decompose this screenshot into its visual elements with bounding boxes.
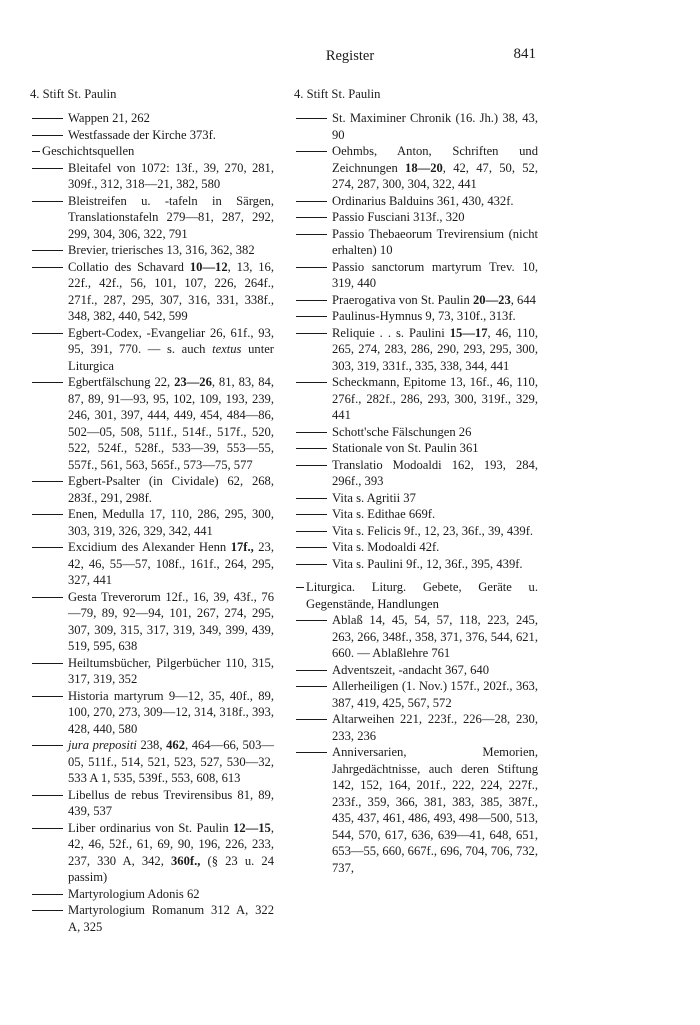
entry-text: Reliquie . . s. Paulini 15—17, 46, 110, 265, 274, 283, 286, 290, 293, 295, 300, 303, 319, 331f., 335, 338, 344, 441: [332, 325, 538, 373]
entry-dash: [32, 547, 63, 548]
entry-dash: [296, 382, 327, 383]
index-entry: [294, 325, 538, 375]
entry-dash: [296, 448, 327, 449]
entry-dash: [296, 670, 327, 671]
entry-dash: [296, 719, 327, 720]
entry-text: Liber ordinarius von St. Paulin 12—15, 42, 46, 52f., 61, 69, 90, 196, 226, 233, 237, 330 A, 342, 360f., (§ 23 u. 24 passim): [68, 820, 274, 884]
right-column: [294, 86, 538, 876]
index-entry: [30, 655, 274, 688]
index-entry: [30, 902, 274, 935]
entry-dash: [296, 564, 327, 565]
entry-dash: [296, 514, 327, 515]
entry-dash: [32, 118, 63, 119]
index-entry: [30, 787, 274, 820]
index-entry: [294, 678, 538, 711]
entry-dash: [32, 135, 63, 136]
entry-dash: [296, 752, 327, 753]
entry-text: Translatio Modoaldi 162, 193, 284, 296f., 393: [332, 457, 538, 488]
entry-text: Bleitafel von 1072: 13f., 39, 270, 281, 309f., 312, 318—21, 382, 580: [68, 160, 274, 191]
entry-dash: [32, 382, 63, 383]
index-entry: [294, 440, 538, 457]
index-entry: [294, 662, 538, 679]
left-column: [30, 86, 274, 935]
index-entry: [294, 744, 538, 876]
entry-text: Paulinus-Hymnus 9, 73, 310f., 313f.: [332, 309, 516, 323]
index-entry: [30, 160, 274, 193]
entry-dash: [32, 663, 63, 664]
entry-dash: [296, 531, 327, 532]
entry-dash: [296, 547, 327, 548]
page-number: 841: [513, 46, 536, 62]
entry-group-gap: [294, 572, 538, 579]
entry-dash: [32, 696, 63, 697]
entry-dash: [296, 118, 327, 119]
entry-dash: [32, 250, 63, 251]
index-entry: [30, 886, 274, 903]
entry-dash: [296, 686, 327, 687]
entry-text: Passio Thebaeorum Trevirensium (nicht erhalten) 10: [332, 226, 538, 257]
entry-dash: [296, 333, 327, 334]
entry-text: Altarweihen 221, 223f., 226—28, 230, 233, 236: [332, 712, 538, 743]
entry-text: Adventszeit, -andacht 367, 640: [332, 662, 490, 677]
entry-dash: [296, 151, 327, 152]
entry-text: Schott'sche Fälschungen 26: [332, 424, 472, 439]
entry-dash: [32, 894, 63, 895]
index-entry: [294, 209, 538, 226]
entry-dash: [296, 587, 304, 588]
entry-dash: [296, 267, 327, 268]
entry-text: Vita s. Paulini 9f., 12, 36f., 395, 439f.: [332, 556, 523, 571]
index-entry: [294, 490, 538, 507]
entry-text: Enen, Medulla 17, 110, 286, 295, 300, 303, 319, 326, 329, 342, 441: [68, 507, 274, 538]
entry-text: Geschichtsquellen: [42, 144, 135, 158]
index-entry: [30, 374, 274, 473]
entry-text: Egbert-Codex, -Evangeliar 26, 61f., 93, 95, 391, 770. — s. auch textus unter Liturgica: [68, 325, 274, 373]
entry-dash: [296, 620, 327, 621]
entry-text: St. Maximiner Chronik (16. Jh.) 38, 43, 90: [332, 111, 538, 142]
entry-text: Scheckmann, Epitome 13, 16f., 46, 110, 276f., 282f., 286, 293, 300, 319f., 329, 441: [332, 375, 538, 422]
entry-text: Libellus de rebus Trevirensibus 81, 89, 439, 537: [68, 787, 274, 818]
entry-text: Vita s. Edithae 669f.: [332, 507, 436, 521]
entry-text: Liturgica. Liturg. Gebete, Geräte u. Gegenstände, Handlungen: [306, 580, 538, 611]
entry-dash: [32, 201, 63, 202]
section-heading: 4. Stift St. Paulin: [30, 87, 117, 101]
entry-text: Westfassade der Kirche 373f.: [68, 127, 216, 142]
entry-dash: [32, 597, 63, 598]
running-header: Register: [325, 48, 375, 64]
index-entry: [294, 579, 538, 612]
index-entry: [30, 193, 274, 243]
entry-dash: [296, 201, 327, 202]
entry-dash: [296, 234, 327, 235]
entry-text: Passio sanctorum martyrum Trev. 10, 319, 440: [332, 259, 538, 290]
entry-text: Anniversarien, Memorien, Jahrgedächtnisse, auch deren Stiftung 142, 152, 164, 201f., 222, 224, 227f., 233f., 359, 366, 381, 383, 385, 387f., 435, 437, 461, 486, 493, 498—500, 513, 544, 570, 617, 636, 639—41, 648, 651, 653—55, 660, 667f., 696, 704, 706, 732, 737,: [332, 745, 538, 875]
index-entry: [30, 110, 274, 127]
entry-dash: [32, 267, 63, 268]
index-entry: [30, 737, 274, 787]
entry-text: Vita s. Felicis 9f., 12, 23, 36f., 39, 439f.: [332, 523, 534, 538]
index-entry: [294, 457, 538, 490]
index-entry: [294, 612, 538, 662]
entry-text: Egbert-Psalter (in Cividale) 62, 268, 283f., 291, 298f.: [68, 474, 274, 505]
entry-text: Historia martyrum 9—12, 35, 40f., 89, 100, 270, 273, 309—12, 314, 318f., 393, 428, 440, 580: [68, 688, 274, 736]
entry-text: Bleistreifen u. -tafeln in Särgen, Translationstafeln 279—81, 287, 292, 299, 304, 306, 322, 791: [68, 193, 274, 241]
entry-dash: [296, 217, 327, 218]
entry-text: Martyrologium Adonis 62: [68, 886, 200, 901]
index-entry: [30, 688, 274, 738]
index-entry: [294, 226, 538, 259]
index-entry: [30, 143, 274, 160]
entry-dash: [32, 168, 63, 169]
entry-dash: [32, 514, 63, 515]
index-entry: [294, 292, 538, 309]
index-entry: [30, 539, 274, 589]
entry-text: Excidium des Alexander Henn 17f., 23, 42, 46, 55—57, 108f., 161f., 264, 295, 327, 441: [68, 540, 274, 587]
entry-text: jura prepositi 238, 462, 464—66, 503—05, 511f., 514, 521, 523, 527, 530—32, 533 A 1, 535, 539f., 553, 608, 613: [68, 738, 274, 785]
entry-dash: [32, 745, 63, 746]
entry-text: Oehmbs, Anton, Schriften und Zeichnungen 18—20, 42, 47, 50, 52, 274, 287, 300, 304, 322, 441: [332, 144, 538, 191]
index-entry: [294, 193, 538, 210]
index-entry: [294, 556, 538, 573]
entry-dash: [296, 498, 327, 499]
index-entry: [30, 820, 274, 886]
entry-dash: [32, 795, 63, 796]
entry-text: Martyrologium Romanum 312 A, 322 A, 325: [68, 903, 274, 934]
index-entry: [294, 424, 538, 441]
entry-text: Praerogativa von St. Paulin 20—23, 644: [332, 292, 536, 307]
entry-text: Heiltumsbücher, Pilgerbücher 110, 315, 317, 319, 352: [68, 655, 274, 686]
index-entry: [294, 308, 538, 325]
entry-text: Wappen 21, 262: [68, 111, 150, 125]
index-entry: [30, 325, 274, 375]
entry-dash: [296, 300, 327, 301]
entry-text: Ordinarius Balduins 361, 430, 432f.: [332, 193, 514, 208]
index-entry: [294, 110, 538, 143]
index-entry: [30, 242, 274, 259]
entry-dash: [296, 465, 327, 466]
entry-text: Egbertfälschung 22, 23—26, 81, 83, 84, 87, 89, 91—93, 95, 102, 109, 193, 239, 246, 301, 397, 444, 449, 454, 484—86, 502—05, 508, 511f., 514f., 517f., 520, 522, 524f., 528f., 533—39, 553—55, 557f., 561, 563, 565f., 573—75, 577: [68, 375, 274, 472]
entry-dash: [296, 316, 327, 317]
entry-dash: [32, 481, 63, 482]
entry-dash: [32, 333, 63, 334]
index-entry: [294, 143, 538, 193]
index-entry: [30, 473, 274, 506]
section-heading: 4. Stift St. Paulin: [294, 87, 381, 101]
entry-text: Collatio des Schavard 10—12, 13, 16, 22f., 42f., 56, 101, 107, 226, 264f., 271f., 287, 295, 307, 316, 331, 338f., 348, 382, 440, 542, 599: [68, 259, 274, 323]
index-entry: [294, 523, 538, 540]
entry-dash: [32, 910, 63, 911]
index-entry: [294, 711, 538, 744]
index-entry: [294, 374, 538, 424]
entry-text: Ablaß 14, 45, 54, 57, 118, 223, 245, 263, 266, 348f., 358, 371, 376, 544, 621, 660. — Ablaßlehre 761: [332, 613, 538, 660]
entry-text: Allerheiligen (1. Nov.) 157f., 202f., 363, 387, 419, 425, 567, 572: [332, 679, 538, 710]
entry-text: Vita s. Agritii 37: [332, 490, 416, 505]
entry-text: Brevier, trierisches 13, 316, 362, 382: [68, 243, 255, 257]
entry-text: Gesta Treverorum 12f., 16, 39, 43f., 76—79, 89, 92—94, 101, 267, 274, 295, 307, 309, 315, 317, 319, 349, 399, 439, 519, 595, 638: [68, 589, 274, 653]
entry-text: Passio Fusciani 313f., 320: [332, 210, 465, 224]
index-entry: [294, 506, 538, 523]
entry-dash: [32, 151, 40, 152]
index-entry: [30, 506, 274, 539]
entry-dash: [296, 432, 327, 433]
entry-dash: [32, 828, 63, 829]
index-entry: [294, 539, 538, 556]
index-entry: [294, 259, 538, 292]
index-entry: [30, 127, 274, 144]
index-entry: [30, 259, 274, 325]
entry-text: Vita s. Modoaldi 42f.: [332, 540, 440, 554]
index-entry: [30, 589, 274, 655]
entry-text: Stationale von St. Paulin 361: [332, 441, 479, 455]
